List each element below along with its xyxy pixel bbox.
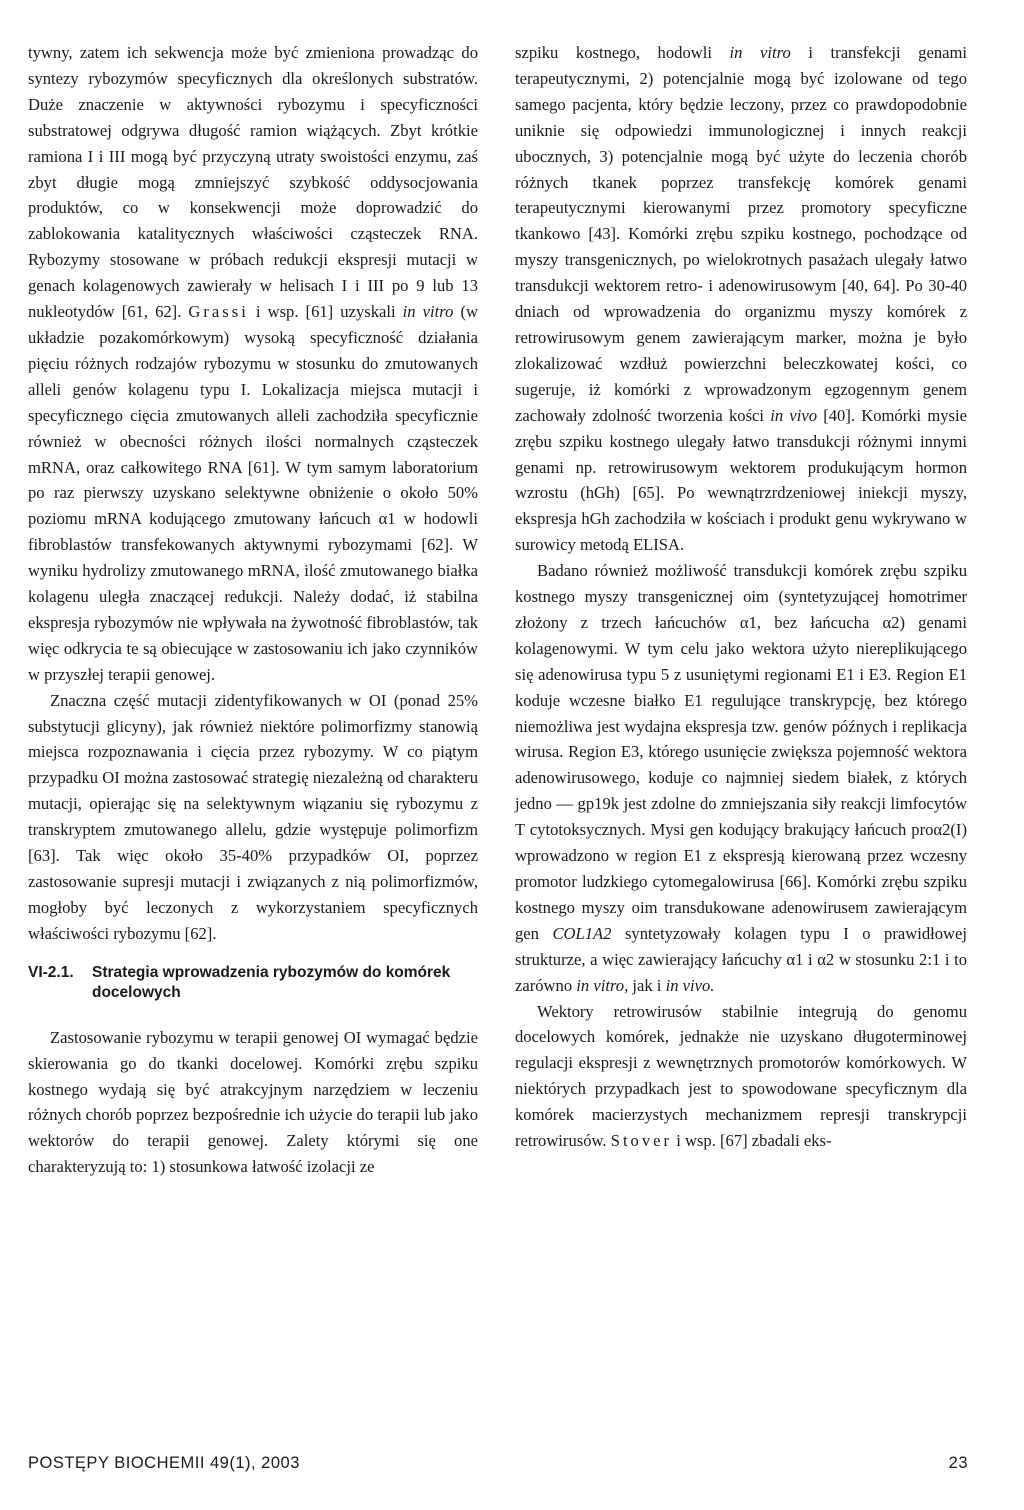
section-number: VI-2.1. <box>28 963 74 981</box>
paragraph: Znaczna część mutacji zidentyfikowanych w OI (ponad 25% substytucji glicyny), jak również niektóre polimorfizmy stanowią miejsca rozpoznawania i cięcia przez rybozymy. W co piątym przypadku OI można zastosować strategię niezależną od charakteru mutacji, opierając się na selektywnym wiązaniu się rybozymu z transkryptem zmutowanego allelu, gdzie występuje polimorfizm [63]. Tak więc około 35-40% przypadków OI, poprzez zastosowanie supresji mutacji i związanych z nią polimorfizmów, mogłoby być leczonych z wykorzystaniem specyficznych właściwości rybozymu [62]. <box>28 690 478 943</box>
author-name: Stover <box>610 1131 673 1151</box>
latin-term: in vitro, <box>576 975 629 995</box>
paragraph: Zastosowanie rybozymu w terapii genowej OI wymagać będzie skierowania go do tkanki docelowej. Komórki zrębu szpiku kostnego wydają się być atrakcyjnym narzędziem w leczeniu różnych chorób poprzez bezpośrednie ich użycie do terapii lub jako wektorów do terapii genowej. Zalety którymi się one charakteryzują to: 1) stosunkowa łatwość izolacji ze <box>28 1027 478 1177</box>
latin-term: in vitro <box>729 43 791 62</box>
paragraph: tywny, zatem ich sekwencja może być zmieniona prowadząc do syntezy rybozymów specyficznych dla określonych substratów. Duże znaczenie w aktywności rybozymu i specyficzności substratowej odgrywa długość ramion wiążących. Zbyt krótkie ramiona I i III mogą być przyczyną utraty swoistości enzymu, zaś zbyt długie mogą zmniejszyć szybkość oddysocjowania produktów, co w konsekwencji może doprowadzić do zablokowania katalitycznych właściwości cząsteczek RNA. Rybozymy stosowane w próbach redukcji ekspresji mutacji w genach kolagenowych zawierały w helisach I i III po 9 lub 13 nukleotydów [61, 62]. Grassi i wsp. [61] uzyskali in vitro (w układzie pozakomórkowym) wysoką specyficzność działania pięciu różnych rodzajów rybozymu w stosunku do zmutowanych alleli genów kolagenu typu I. Lokalizacja miejsca mutacji i specyficznego cięcia zmutowanych alleli zachodziła specyficznie również w obecności różnych ilości normalnych cząsteczek mRNA, oraz całkowitego RNA [61]. W tym samym laboratorium po raz pierwszy uzyskano selektywne obniżenie o około 50% poziomu mRNA kodującego zmutowany łańcuch α1 w hodowli fibroblastów transfekowanych aktywnymi rybozymami [62]. W wyniku hydrolizy zmutowanego mRNA, ilość zmutowanego białka kolagenu uległa znaczącej redukcji. Należy dodać, iż stabilna ekspresja rybozymów nie wpływała na żywotność fibroblastów, tak więc odkrycia te są obiecujące w zastosowaniu ich jako czynników w przyszłej terapii genowej. <box>28 43 478 684</box>
author-name: Grassi <box>188 302 249 322</box>
journal-citation: POSTĘPY BIOCHEMII 49(1), 2003 <box>28 1454 300 1472</box>
latin-term: in vitro <box>402 302 454 322</box>
paragraph: szpiku kostnego, hodowli in vitro i transfekcji genami terapeutycznymi, 2) potencjalnie mogą być izolowane od tego samego pacjenta, który będzie leczony, przez co prawdopodobnie uniknie się odpowiedzi immunologicznej i innych reakcji ubocznych, 3) potencjalnie mogą być użyte do leczenia chorób różnych tkanek poprzez transfekcję komórek genami terapeutycznymi kierowanymi przez promotory specyficzne tkankowo [43]. Komórki zrębu szpiku kostnego, pochodzące od myszy transgenicznych, po wielokrotnych pasażach ulegały łatwo transdukcji wektorem retro- i adenowirusowym [40, 64]. Po 30-40 dniach od wprowadzenia do organizmu myszy komórek z retrowirusowym genem zawierającym marker, można je było zlokalizować wzdłuż powierzchni beleczkowatej kości, co sugeruje, iż komórki z wprowadzonym egzogennym genem zachowały zdolność tworzenia kości in vivo [40]. Komórki mysie zrębu szpiku kostnego ulegały łatwo transdukcji różnymi innymi genami np. retrowirusowym wektorem produkującym hormon wzrostu (hGh) [65]. Po wewnątrzrdzeniowej iniekcji myszy, ekspresja hGh zachodziła w kościach i produkt genu wykrywano w surowicy metodą ELISA. <box>515 43 968 555</box>
latin-term: in vivo <box>770 405 817 425</box>
page-number: 23 <box>948 1454 968 1472</box>
latin-term: in vivo. <box>665 975 715 995</box>
gene-name: COL1A2 <box>552 923 612 943</box>
right-column <box>515 40 967 1154</box>
paragraph: Badano również możliwość transdukcji komórek zrębu szpiku kostnego myszy transgenicznej oim (syntetyzującej homotrimer złożony z trzech łańcuchów α1, bez łańcucha α2) genami kolagenowymi. W tym celu jako wektora użyto niereplikującego się adenowirusa typu 5 z usuniętymi regionami E1 i E3. Region E1 koduje wczesne białko E1 regulujące transkrypcję, bez którego niemożliwa jest wydajna ekspresja tzw. genów późnych i replikacja wirusa. Region E3, którego usunięcie zwiększa pojemność wektora adenowirusowego, koduje co najmniej siedem białek, z których jedno — gp19k jest zdolne do zmniejszania siły reakcji limfocytów T cytotoksycznych. Mysi gen kodujący brakujący łańcuch proα2(I) wprowadzono w region E1 z ekspresją kierowaną przez wczesny promotor ludzkiego cytomegalowirusa [66]. Komórki zrębu szpiku kostnego myszy oim transdukowane adenowirusem zawierającym gen COL1A2 syntetyzowały kolagen typu I o prawidłowej strukturze, a więc zawierający łańcuchy α1 i α2 w stosunku 2:1 i to zarówno in vitro, jak i in vivo. <box>515 561 967 995</box>
page-footer <box>28 1454 968 1484</box>
section-heading <box>28 963 478 1003</box>
paragraph: Wektory retrowirusów stabilnie integrują do genomu docelowych komórek, jednakże nie uzyskano długoterminowej regulacji ekspresji z wewnętrznych promotorów komórkowych. W niektórych przypadkach jest to spowodowane specyficznym dla komórek macierzystych mechanizmem represji transkrypcji retrowirusów. Stover i wsp. [67] zbadali eks- <box>515 1001 967 1151</box>
left-column <box>28 40 478 1180</box>
section-title: Strategia wprowadzenia rybozymów do komórek docelowych <box>92 963 451 1001</box>
